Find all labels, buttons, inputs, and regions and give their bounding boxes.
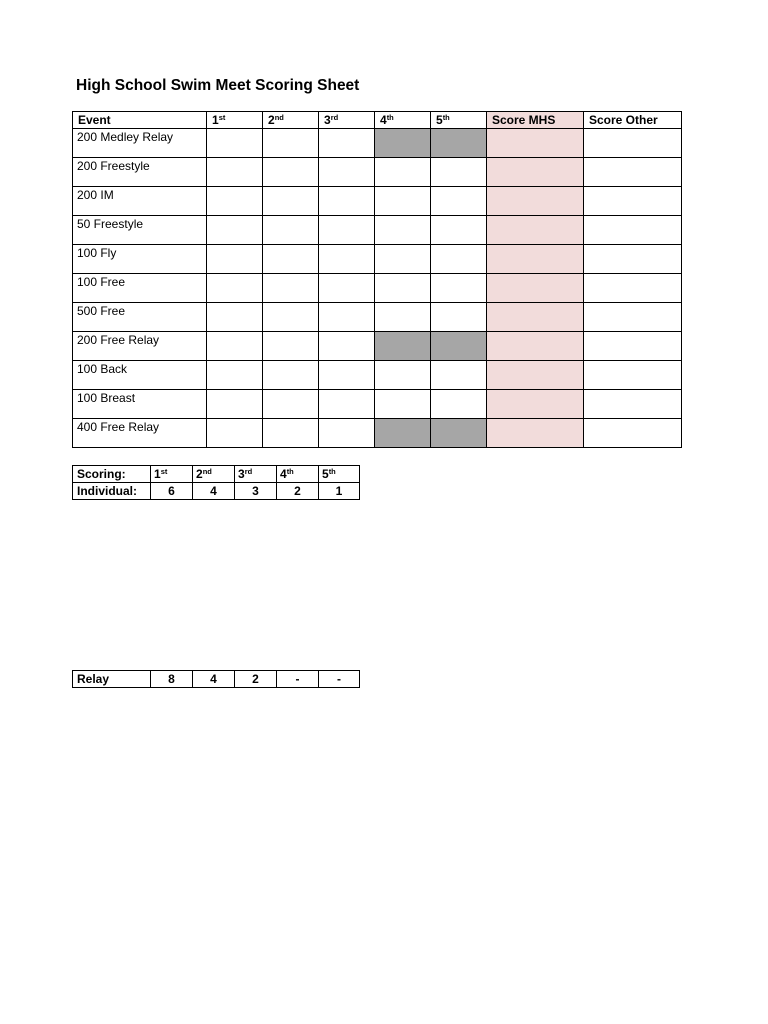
sheet-title: High School Swim Meet Scoring Sheet: [76, 77, 360, 94]
place-1-cell[interactable]: [207, 245, 263, 274]
individual-points-4th: 2: [277, 483, 319, 500]
place-number: 3: [324, 113, 331, 127]
relay-label: Relay: [73, 671, 151, 688]
place-3-cell[interactable]: [319, 129, 375, 158]
event-name: 200 Freestyle: [73, 158, 207, 187]
score-other-cell[interactable]: [584, 361, 682, 390]
place-2-cell[interactable]: [263, 303, 319, 332]
place-5-cell[interactable]: [431, 390, 487, 419]
place-5-cell-blocked: [431, 129, 487, 158]
place-number: 3: [238, 467, 245, 481]
place-3-cell[interactable]: [319, 303, 375, 332]
score-other-cell[interactable]: [584, 390, 682, 419]
place-3-cell[interactable]: [319, 419, 375, 448]
place-1-cell[interactable]: [207, 303, 263, 332]
individual-points-5th: 1: [319, 483, 360, 500]
place-5-cell[interactable]: [431, 187, 487, 216]
place-3-cell[interactable]: [319, 274, 375, 303]
place-3-header: [319, 112, 375, 129]
relay-points-4th: -: [277, 671, 319, 688]
score-mhs-header: Score MHS: [487, 112, 584, 129]
place-4-cell[interactable]: [375, 158, 431, 187]
event-row: [73, 332, 682, 361]
place-3-cell[interactable]: [319, 216, 375, 245]
event-name: 200 IM: [73, 187, 207, 216]
score-mhs-cell[interactable]: [487, 332, 584, 361]
event-row: [73, 187, 682, 216]
event-row: [73, 303, 682, 332]
place-2-cell[interactable]: [263, 332, 319, 361]
place-5-cell-blocked: [431, 419, 487, 448]
relay-points-5th: -: [319, 671, 360, 688]
place-4-cell[interactable]: [375, 187, 431, 216]
event-name: 200 Medley Relay: [73, 129, 207, 158]
place-3-cell[interactable]: [319, 390, 375, 419]
score-mhs-cell[interactable]: [487, 419, 584, 448]
place-2-header: [263, 112, 319, 129]
place-5-cell[interactable]: [431, 245, 487, 274]
score-other-cell[interactable]: [584, 187, 682, 216]
event-rows: [73, 129, 682, 448]
score-other-cell[interactable]: [584, 419, 682, 448]
place-suffix: th: [286, 467, 294, 476]
place-4-cell-blocked: [375, 129, 431, 158]
place-4-cell-blocked: [375, 419, 431, 448]
score-mhs-cell[interactable]: [487, 303, 584, 332]
place-2-cell[interactable]: [263, 216, 319, 245]
place-1-cell[interactable]: [207, 274, 263, 303]
event-name: 100 Breast: [73, 390, 207, 419]
place-number: 2: [196, 467, 203, 481]
place-3-cell[interactable]: [319, 187, 375, 216]
event-row: [73, 274, 682, 303]
event-row: [73, 361, 682, 390]
relay-points-2nd: 4: [193, 671, 235, 688]
relay-points-1st: 8: [151, 671, 193, 688]
score-other-cell[interactable]: [584, 245, 682, 274]
place-4-cell[interactable]: [375, 303, 431, 332]
event-name: 100 Fly: [73, 245, 207, 274]
place-2-cell[interactable]: [263, 361, 319, 390]
individual-points-3rd: 3: [235, 483, 277, 500]
place-2-cell[interactable]: [263, 390, 319, 419]
place-3-cell[interactable]: [319, 158, 375, 187]
place-number: 4: [280, 467, 287, 481]
event-name: 100 Back: [73, 361, 207, 390]
scoring-place-1: [151, 466, 193, 483]
event-row: [73, 158, 682, 187]
score-other-cell[interactable]: [584, 216, 682, 245]
place-suffix: nd: [274, 113, 284, 122]
score-other-cell[interactable]: [584, 303, 682, 332]
place-1-header: [207, 112, 263, 129]
event-row: [73, 390, 682, 419]
place-5-header: [431, 112, 487, 129]
place-2-cell[interactable]: [263, 245, 319, 274]
place-1-cell[interactable]: [207, 216, 263, 245]
place-3-cell[interactable]: [319, 332, 375, 361]
scoring-place-4: [277, 466, 319, 483]
place-3-cell[interactable]: [319, 245, 375, 274]
place-5-cell[interactable]: [431, 361, 487, 390]
individual-label: Individual:: [73, 483, 151, 500]
event-name: 50 Freestyle: [73, 216, 207, 245]
event-column-header: Event: [73, 112, 207, 129]
event-table-header-row: [73, 112, 682, 129]
place-suffix: rd: [244, 467, 253, 476]
scoring-place-3: [235, 466, 277, 483]
place-1-cell[interactable]: [207, 158, 263, 187]
score-mhs-cell[interactable]: [487, 245, 584, 274]
event-name: 200 Free Relay: [73, 332, 207, 361]
place-number: 5: [322, 467, 329, 481]
place-1-cell[interactable]: [207, 419, 263, 448]
score-mhs-cell[interactable]: [487, 216, 584, 245]
place-1-cell[interactable]: [207, 129, 263, 158]
place-suffix: st: [160, 467, 168, 476]
place-suffix: st: [218, 113, 226, 122]
event-row: [73, 419, 682, 448]
score-mhs-cell[interactable]: [487, 274, 584, 303]
relay-scoring-table: [72, 670, 360, 688]
scoring-place-5: [319, 466, 360, 483]
scoring-place-2: [193, 466, 235, 483]
place-4-cell[interactable]: [375, 216, 431, 245]
place-3-cell[interactable]: [319, 361, 375, 390]
place-number: 1: [212, 113, 219, 127]
score-mhs-cell[interactable]: [487, 361, 584, 390]
event-name: 100 Free: [73, 274, 207, 303]
place-2-cell[interactable]: [263, 274, 319, 303]
place-5-cell[interactable]: [431, 274, 487, 303]
place-number: 1: [154, 467, 161, 481]
score-mhs-cell[interactable]: [487, 129, 584, 158]
place-4-cell[interactable]: [375, 274, 431, 303]
score-other-cell[interactable]: [584, 274, 682, 303]
place-suffix: th: [328, 467, 336, 476]
score-mhs-cell[interactable]: [487, 187, 584, 216]
place-2-cell[interactable]: [263, 187, 319, 216]
score-other-cell[interactable]: [584, 332, 682, 361]
place-1-cell[interactable]: [207, 390, 263, 419]
place-1-cell[interactable]: [207, 361, 263, 390]
place-5-cell[interactable]: [431, 303, 487, 332]
relay-points-row: [73, 671, 360, 688]
place-5-cell[interactable]: [431, 158, 487, 187]
individual-points-2nd: 4: [193, 483, 235, 500]
place-4-cell[interactable]: [375, 390, 431, 419]
place-suffix: rd: [330, 113, 339, 122]
score-mhs-cell[interactable]: [487, 158, 584, 187]
place-4-cell-blocked: [375, 332, 431, 361]
place-suffix: nd: [202, 467, 212, 476]
place-number: 5: [436, 113, 443, 127]
event-scoring-table: [72, 111, 682, 448]
event-name: 400 Free Relay: [73, 419, 207, 448]
place-5-cell[interactable]: [431, 216, 487, 245]
individual-scoring-table: [72, 465, 360, 500]
place-5-cell-blocked: [431, 332, 487, 361]
score-other-cell[interactable]: [584, 158, 682, 187]
place-1-cell[interactable]: [207, 332, 263, 361]
place-1-cell[interactable]: [207, 187, 263, 216]
individual-points-1st: 6: [151, 483, 193, 500]
event-name: 500 Free: [73, 303, 207, 332]
place-number: 2: [268, 113, 275, 127]
place-4-cell[interactable]: [375, 361, 431, 390]
score-mhs-cell[interactable]: [487, 390, 584, 419]
event-row: [73, 216, 682, 245]
scoring-label: Scoring:: [73, 466, 151, 483]
event-row: [73, 245, 682, 274]
scoring-header-row: [73, 466, 360, 483]
place-2-cell[interactable]: [263, 419, 319, 448]
place-suffix: th: [442, 113, 450, 122]
individual-points-row: [73, 483, 360, 500]
place-2-cell[interactable]: [263, 158, 319, 187]
score-other-cell[interactable]: [584, 129, 682, 158]
place-suffix: th: [386, 113, 394, 122]
place-4-header: [375, 112, 431, 129]
event-row: [73, 129, 682, 158]
place-2-cell[interactable]: [263, 129, 319, 158]
score-other-header: Score Other: [584, 112, 682, 129]
place-4-cell[interactable]: [375, 245, 431, 274]
relay-points-3rd: 2: [235, 671, 277, 688]
place-number: 4: [380, 113, 387, 127]
